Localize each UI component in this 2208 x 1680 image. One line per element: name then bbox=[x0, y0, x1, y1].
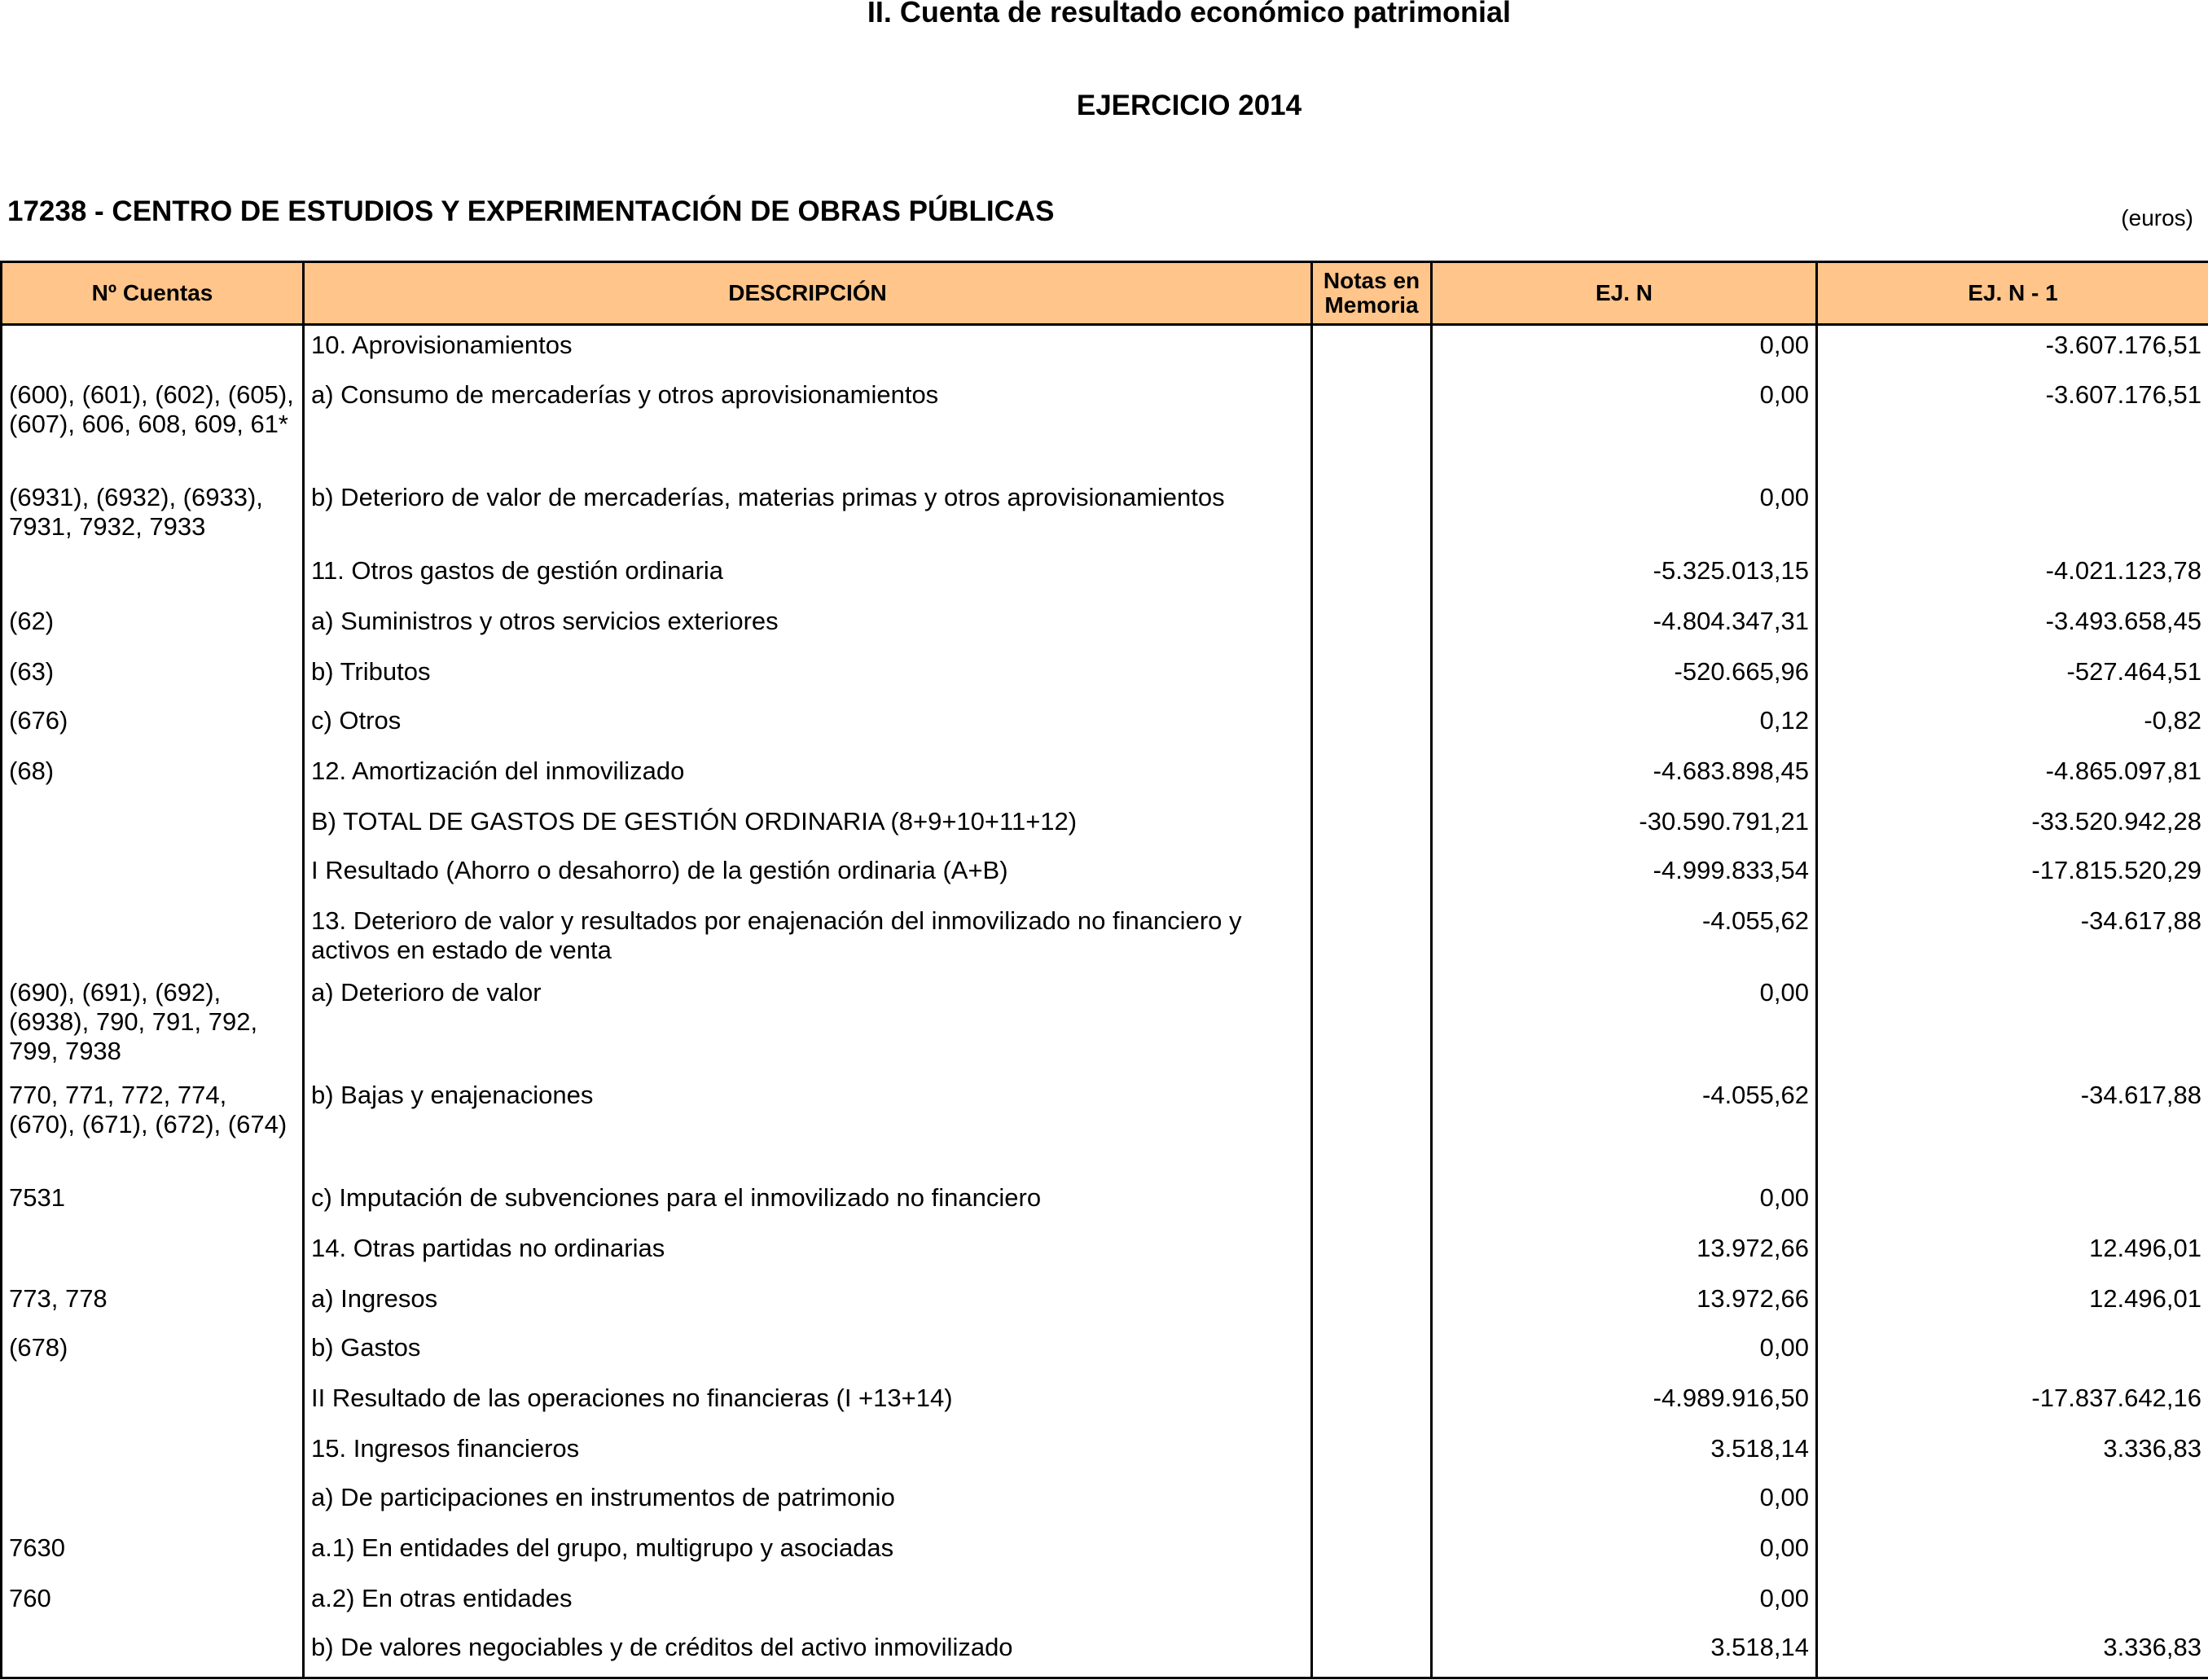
account-codes-cell: (6931), (6932), (6933), 7931, 7932, 7933 bbox=[2, 478, 304, 551]
current-year-value: 3.518,14 bbox=[1432, 1429, 1817, 1478]
entity-name: 17238 - CENTRO DE ESTUDIOS Y EXPERIMENTACIÓN DE OBRAS PÚBLICAS bbox=[7, 195, 1055, 227]
previous-year-value: -527.464,51 bbox=[1817, 652, 2208, 701]
table-row bbox=[2, 652, 2208, 701]
current-year-value: -4.055,62 bbox=[1432, 901, 1817, 973]
description-cell: B) TOTAL DE GASTOS DE GESTIÓN ORDINARIA (8+9+10+11+12) bbox=[304, 802, 1312, 851]
table-header-row bbox=[2, 262, 2208, 325]
table-body bbox=[2, 325, 2208, 1678]
description-cell: 11. Otros gastos de gestión ordinaria bbox=[304, 551, 1312, 602]
notes-cell bbox=[1312, 851, 1432, 901]
column-header-description: DESCRIPCIÓN bbox=[304, 262, 1312, 325]
current-year-value: 0,00 bbox=[1432, 973, 1817, 1076]
notes-cell bbox=[1312, 325, 1432, 375]
previous-year-value: -17.837.642,16 bbox=[1817, 1379, 2208, 1429]
account-codes-cell bbox=[2, 851, 304, 901]
notes-cell bbox=[1312, 1328, 1432, 1379]
current-year-value: 13.972,66 bbox=[1432, 1279, 1817, 1328]
description-cell: I Resultado (Ahorro o desahorro) de la gestión ordinaria (A+B) bbox=[304, 851, 1312, 901]
description-cell: II Resultado de las operaciones no financieras (I +13+14) bbox=[304, 1379, 1312, 1429]
results-table bbox=[0, 261, 2208, 1679]
table-row bbox=[2, 325, 2208, 375]
description-cell: 14. Otras partidas no ordinarias bbox=[304, 1229, 1312, 1279]
account-codes-cell bbox=[2, 1429, 304, 1478]
previous-year-value bbox=[1817, 1529, 2208, 1579]
description-cell: a) Consumo de mercaderías y otros aprovisionamientos bbox=[304, 375, 1312, 478]
previous-year-value: -3.607.176,51 bbox=[1817, 325, 2208, 375]
notes-cell bbox=[1312, 602, 1432, 652]
notes-cell bbox=[1312, 701, 1432, 752]
description-cell: 15. Ingresos financieros bbox=[304, 1429, 1312, 1478]
table-row bbox=[2, 701, 2208, 752]
table-row bbox=[2, 375, 2208, 478]
notes-cell bbox=[1312, 973, 1432, 1076]
current-year-value: 0,00 bbox=[1432, 478, 1817, 551]
column-header-current-year: EJ. N bbox=[1432, 262, 1817, 325]
notes-cell bbox=[1312, 1628, 1432, 1678]
table-row bbox=[2, 752, 2208, 802]
notes-cell bbox=[1312, 1529, 1432, 1579]
previous-year-value bbox=[1817, 1478, 2208, 1529]
account-codes-cell: (63) bbox=[2, 652, 304, 701]
current-year-value: 0,00 bbox=[1432, 325, 1817, 375]
account-codes-cell: 760 bbox=[2, 1579, 304, 1628]
description-cell: b) Deterioro de valor de mercaderías, materias primas y otros aprovisionamientos bbox=[304, 478, 1312, 551]
description-cell: b) Gastos bbox=[304, 1328, 1312, 1379]
current-year-value: 0,00 bbox=[1432, 1478, 1817, 1529]
account-codes-cell: (678) bbox=[2, 1328, 304, 1379]
account-codes-cell bbox=[2, 551, 304, 602]
previous-year-value: -3.493.658,45 bbox=[1817, 602, 2208, 652]
previous-year-value: 12.496,01 bbox=[1817, 1279, 2208, 1328]
account-codes-cell: 7630 bbox=[2, 1529, 304, 1579]
account-codes-cell bbox=[2, 325, 304, 375]
description-cell: 13. Deterioro de valor y resultados por enajenación del inmovilizado no financiero y activos en estado de venta bbox=[304, 901, 1312, 973]
previous-year-value bbox=[1817, 1178, 2208, 1229]
description-cell: c) Otros bbox=[304, 701, 1312, 752]
previous-year-value: -4.865.097,81 bbox=[1817, 752, 2208, 802]
current-year-value: -4.989.916,50 bbox=[1432, 1379, 1817, 1429]
account-codes-cell: (676) bbox=[2, 701, 304, 752]
current-year-value: -4.804.347,31 bbox=[1432, 602, 1817, 652]
current-year-value: 0,12 bbox=[1432, 701, 1817, 752]
description-cell: a) Deterioro de valor bbox=[304, 973, 1312, 1076]
account-codes-cell: 770, 771, 772, 774, (670), (671), (672), (674) bbox=[2, 1076, 304, 1178]
current-year-value: 3.518,14 bbox=[1432, 1628, 1817, 1678]
current-year-value: 13.972,66 bbox=[1432, 1229, 1817, 1279]
table-row bbox=[2, 1628, 2208, 1678]
previous-year-value: 3.336,83 bbox=[1817, 1429, 2208, 1478]
current-year-value: 0,00 bbox=[1432, 1579, 1817, 1628]
table-row bbox=[2, 1579, 2208, 1628]
description-cell: c) Imputación de subvenciones para el inmovilizado no financiero bbox=[304, 1178, 1312, 1229]
table-row bbox=[2, 973, 2208, 1076]
table-row bbox=[2, 1478, 2208, 1529]
notes-cell bbox=[1312, 1478, 1432, 1529]
table-row bbox=[2, 602, 2208, 652]
table-row bbox=[2, 851, 2208, 901]
previous-year-value: -4.021.123,78 bbox=[1817, 551, 2208, 602]
description-cell: a) De participaciones en instrumentos de patrimonio bbox=[304, 1478, 1312, 1529]
table-row bbox=[2, 478, 2208, 551]
current-year-value: 0,00 bbox=[1432, 1328, 1817, 1379]
description-cell: b) De valores negociables y de créditos del activo inmovilizado bbox=[304, 1628, 1312, 1678]
account-codes-cell bbox=[2, 1478, 304, 1529]
current-year-value: -5.325.013,15 bbox=[1432, 551, 1817, 602]
table-row bbox=[2, 1076, 2208, 1178]
previous-year-value bbox=[1817, 973, 2208, 1076]
account-codes-cell: 773, 778 bbox=[2, 1279, 304, 1328]
notes-cell bbox=[1312, 752, 1432, 802]
current-year-value: -520.665,96 bbox=[1432, 652, 1817, 701]
description-cell: 12. Amortización del inmovilizado bbox=[304, 752, 1312, 802]
account-codes-cell bbox=[2, 1229, 304, 1279]
previous-year-value: 12.496,01 bbox=[1817, 1229, 2208, 1279]
notes-cell bbox=[1312, 1429, 1432, 1478]
previous-year-value bbox=[1817, 1579, 2208, 1628]
previous-year-value: -17.815.520,29 bbox=[1817, 851, 2208, 901]
description-cell: b) Tributos bbox=[304, 652, 1312, 701]
notes-cell bbox=[1312, 375, 1432, 478]
account-codes-cell: (62) bbox=[2, 602, 304, 652]
previous-year-value: -34.617,88 bbox=[1817, 901, 2208, 973]
notes-cell bbox=[1312, 1379, 1432, 1429]
previous-year-value bbox=[1817, 1328, 2208, 1379]
current-year-value: -4.999.833,54 bbox=[1432, 851, 1817, 901]
notes-cell bbox=[1312, 551, 1432, 602]
table-row bbox=[2, 802, 2208, 851]
column-header-accounts: Nº Cuentas bbox=[2, 262, 304, 325]
previous-year-value: -0,82 bbox=[1817, 701, 2208, 752]
previous-year-value: -33.520.942,28 bbox=[1817, 802, 2208, 851]
notes-cell bbox=[1312, 478, 1432, 551]
current-year-value: 0,00 bbox=[1432, 1178, 1817, 1229]
previous-year-value bbox=[1817, 478, 2208, 551]
account-codes-cell bbox=[2, 1628, 304, 1678]
notes-cell bbox=[1312, 901, 1432, 973]
account-codes-cell: 7531 bbox=[2, 1178, 304, 1229]
notes-cell bbox=[1312, 1076, 1432, 1178]
description-cell: a.1) En entidades del grupo, multigrupo y asociadas bbox=[304, 1529, 1312, 1579]
column-header-notes: Notas en Memoria bbox=[1312, 262, 1432, 325]
description-cell: a.2) En otras entidades bbox=[304, 1579, 1312, 1628]
current-year-value: 0,00 bbox=[1432, 375, 1817, 478]
table-row bbox=[2, 1279, 2208, 1328]
account-codes-cell bbox=[2, 1379, 304, 1429]
notes-cell bbox=[1312, 1579, 1432, 1628]
account-codes-cell: (68) bbox=[2, 752, 304, 802]
notes-cell bbox=[1312, 1229, 1432, 1279]
table-row bbox=[2, 1178, 2208, 1229]
currency-units: (euros) bbox=[2121, 205, 2193, 230]
table-row bbox=[2, 1529, 2208, 1579]
column-header-previous-year: EJ. N - 1 bbox=[1817, 262, 2208, 325]
notes-cell bbox=[1312, 802, 1432, 851]
account-codes-cell bbox=[2, 901, 304, 973]
notes-cell bbox=[1312, 1279, 1432, 1328]
previous-year-value: 3.336,83 bbox=[1817, 1628, 2208, 1678]
account-codes-cell: (690), (691), (692), (6938), 790, 791, 792, 799, 7938 bbox=[2, 973, 304, 1076]
description-cell: a) Ingresos bbox=[304, 1279, 1312, 1328]
current-year-value: -30.590.791,21 bbox=[1432, 802, 1817, 851]
current-year-value: 0,00 bbox=[1432, 1529, 1817, 1579]
description-cell: b) Bajas y enajenaciones bbox=[304, 1076, 1312, 1178]
notes-cell bbox=[1312, 652, 1432, 701]
description-cell: 10. Aprovisionamientos bbox=[304, 325, 1312, 375]
account-codes-cell: (600), (601), (602), (605), (607), 606, 608, 609, 61* bbox=[2, 375, 304, 478]
fiscal-year-heading: EJERCICIO 2014 bbox=[1076, 90, 1302, 121]
table-row bbox=[2, 1379, 2208, 1429]
current-year-value: -4.683.898,45 bbox=[1432, 752, 1817, 802]
table-row bbox=[2, 1229, 2208, 1279]
account-codes-cell bbox=[2, 802, 304, 851]
current-year-value: -4.055,62 bbox=[1432, 1076, 1817, 1178]
table-row bbox=[2, 901, 2208, 973]
table-row bbox=[2, 1328, 2208, 1379]
table-row bbox=[2, 551, 2208, 602]
report-title: II. Cuenta de resultado económico patrimonial bbox=[867, 0, 1512, 29]
previous-year-value: -3.607.176,51 bbox=[1817, 375, 2208, 478]
table-row bbox=[2, 1429, 2208, 1478]
notes-cell bbox=[1312, 1178, 1432, 1229]
previous-year-value: -34.617,88 bbox=[1817, 1076, 2208, 1178]
description-cell: a) Suministros y otros servicios exteriores bbox=[304, 602, 1312, 652]
